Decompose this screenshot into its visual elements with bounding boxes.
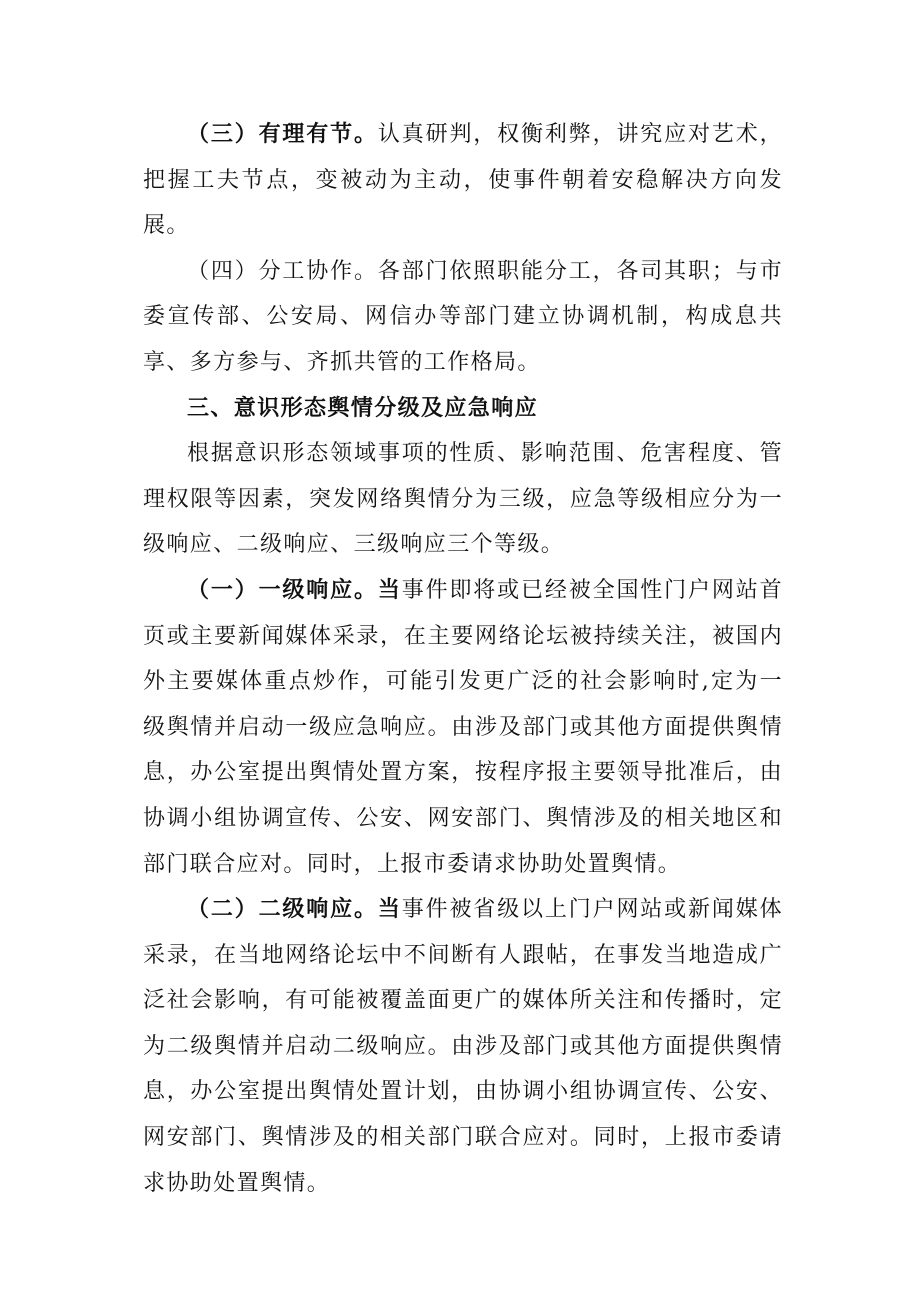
- paragraph-principle-4: [143, 249, 783, 386]
- paragraph-classification: [143, 431, 783, 568]
- section-heading: 三、意识形态舆情分级及应急响应: [187, 395, 539, 421]
- paragraph-level-2-response: [143, 887, 783, 1206]
- paragraph-principle-3: [143, 112, 783, 249]
- paragraph-lead: （三）有理有节。: [187, 122, 378, 147]
- paragraph-lead: （一）一级响应。当: [187, 577, 402, 603]
- paragraph-lead: （二）二级响应。当: [187, 897, 402, 923]
- paragraph-text: （四）分工协作。各部门依照职能分工，各司其职；与市委宣传部、公安局、网信办等部门建立协调机制，构成息共享、多方参与、齐抓共管的工作格局。: [143, 258, 783, 375]
- paragraph-text: 认真研判，权衡利弊，讲究应对艺术，把握工夫节点，变被动为主动，使事件朝着安稳解决方向发展。: [143, 122, 783, 239]
- paragraph-text: 根据意识形态领域事项的性质、影响范围、危害程度、管理权限等因素，突发网络舆情分为三级，应急等级相应分为一级响应、二级响应、三级响应三个等级。: [143, 441, 783, 558]
- paragraph-text: 事件即将或已经被全国性门户网站首页或主要新闻媒体采录，在主要网络论坛被持续关注，被国内外主要媒体重点炒作，可能引发更广泛的社会影响时,定为一级舆情并启动一级应急响应。由涉及部门或其他方面提供舆情息，办公室提出舆情处置方案，按程序报主要领导批准后，由协调小组协调宣传、公安、网安部门、舆情涉及的相关地区和部门联合应对。同时，上报市委请求协助处置舆情。: [143, 577, 784, 877]
- paragraph-text: 事件被省级以上门户网站或新闻媒体采录，在当地网络论坛中不间断有人跟帖，在事发当地造成广泛社会影响，有可能被覆盖面更广的媒体所关注和传播时，定为二级舆情并启动二级响应。由涉及部门或其他方面提供舆情息，办公室提出舆情处置计划，由协调小组协调宣传、公安、网安部门、舆情涉及的相关部门联合应对。同时，上报市委请求协助处置舆情。: [143, 897, 784, 1196]
- document-body: [143, 112, 783, 1206]
- paragraph-level-1-response: [143, 568, 783, 887]
